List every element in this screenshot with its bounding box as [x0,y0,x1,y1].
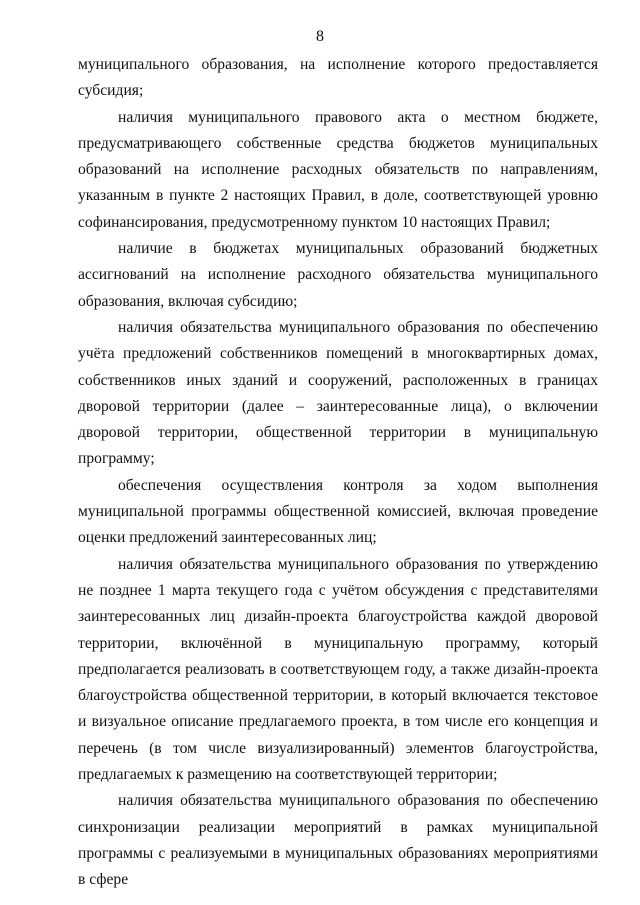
paragraph-continuation: муниципального образования, на исполнение которого предоставляется субсидия; [78,56,598,100]
paragraph: обеспечения осуществления контроля за ходом выполнения муниципальной программы общественной комиссией, включая проведение оценки предложений заинтересованных лиц; [78,476,598,547]
document-body [78,52,598,894]
paragraph: наличия муниципального правового акта о местном бюджете, предусматривающего собственные средства бюджетов муниципальных образований на исполнение расходных обязательств по направлениям, указанным в пункте 2 настоящих Правил, в доле, соответствующей уровню софинансирования, предусмотренному пунктом 10 настоящих Правил; [78,108,598,231]
paragraph: наличия обязательства муниципального образования по утверждению не позднее 1 марта текущего года с учётом обсуждения с представителями заинтересованных лиц дизайн-проекта благоустройства каждой дворовой территории, включённой в муниципальную программу, который предполагается реализовать в соответствующем году, а также дизайн-проекта благоустройства общественной территории, в который включается текстовое и визуальное описание предлагаемого проекта, в том числе его концепция и перечень (в том числе визуализированный) элементов благоустройства, предлагаемых к размещению на соответствующей территории; [78,555,598,784]
paragraph: наличие в бюджетах муниципальных образований бюджетных ассигнований на исполнение расходного обязательства муниципального образования, включая субсидию; [78,240,598,310]
page-number: 8 [316,28,324,45]
paragraph: наличия обязательства муниципального образования по обеспечению синхронизации реализации мероприятий в рамках муниципальной программы с реализуемыми в муниципальных образованиях мероприятиями в сфере [78,792,598,889]
paragraph: наличия обязательства муниципального образования по обеспечению учёта предложений собственников помещений в многоквартирных домах, собственников иных зданий и сооружений, расположенных в границах дворовой территории (далее – заинтересованные лица), о включении дворовой территории, общественной территории в муниципальную программу; [78,318,598,468]
